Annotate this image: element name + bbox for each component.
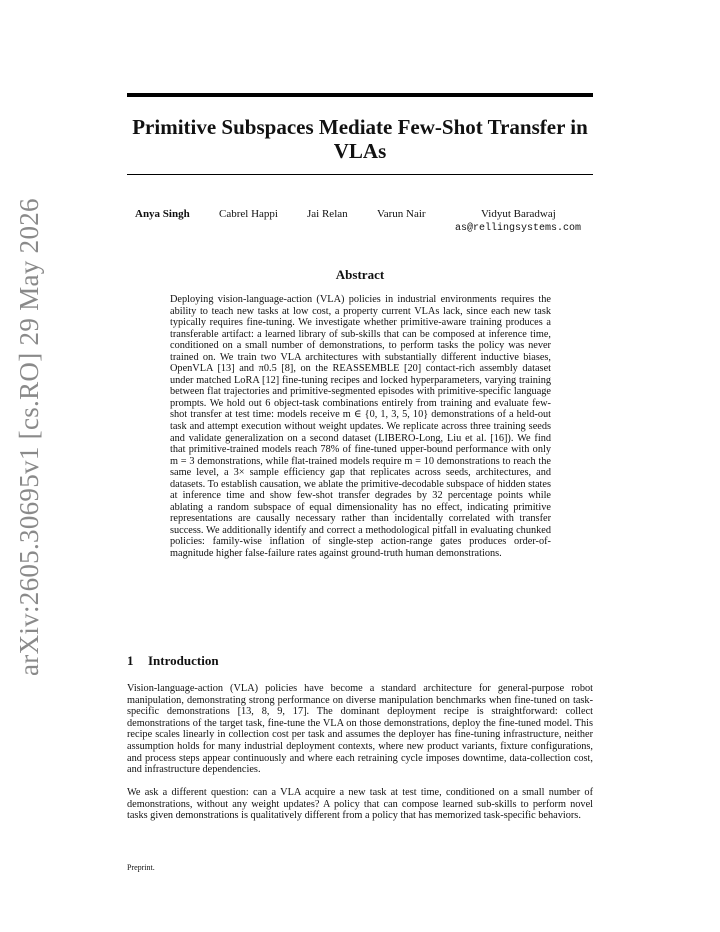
title-bottom-rule: [127, 174, 593, 175]
abstract-text: Deploying vision-language-action (VLA) policies in industrial environments requires the ability to teach new tasks at low cost, a property current VLAs lack, since each new task typically requires fine-tuning. We investigate whether primitive-aware training produces a transferable artifact: a learned library of sub-skills that can be composed at inference time, conditioned on a small number of demonstrations, to perform tasks the policy was never trained on. We train two VLA architectures with substantially different inductive biases, OpenVLA [13] and π0.5 [8], on the REASSEMBLE [20] contact-rich assembly dataset under matched LoRA [12] fine-tuning recipes and locked hyperparameters, varying training between flat trajectories and primitive-segmented episodes with primitive-specific language prompts. We hold out 6 object-task combinations entirely from training and evaluate few-shot transfer at test time: models receive m ∈ {0, 1, 3, 5, 10} demonstrations of a held-out task and attempt execution without weight updates. We replicate across three training seeds and validate generalization on a second dataset (LIBERO-Long, Liu et al. [16]). We find that primitive-trained models reach 78% of fine-tuned upper-bound performance with only m = 3 demonstrations, while flat-trained models require m = 10 demonstrations to reach the same level, a 3× sample efficiency gap that replicates across seeds, architectures, and datasets. To establish causation, we ablate the primitive-decodable subspace of hidden states at inference time and show few-shot transfer degrades by 32 percentage points while ablating a random subspace of equal dimensionality has no effect, indicating primitive representations are causally necessary rather than incidentally correlated with transfer success. We additionally identify and correct a methodological pitfall in evaluating chunked policies: family-wise inflation of single-step action-range gates produces order-of-magnitude higher false-failure rates against ground-truth human demonstrations.: [170, 294, 551, 560]
body-paragraph: Vision-language-action (VLA) policies have become a standard architecture for general-purpose robot manipulation, demonstrating strong performance on diverse manipulation benchmarks when fine-tuned on task-specific demonstrations [13, 8, 9, 17]. The dominant deployment recipe is straightforward: collect demonstrations of the target task, fine-tune the VLA on those demonstrations, deploy the fine-tuned model. This recipe scales linearly in collection cost per task and assumes the deployer has fine-tuning infrastructure, neither assumption holds for many industrial deployment contexts, where new product variants, fixture configurations, and process steps appear continuously and where each retraining cycle imposes downtime, data-collection cost, and infrastructure dependencies.: [127, 683, 593, 776]
author-email[interactable]: as@rellingsystems.com: [455, 223, 582, 234]
author-name: Varun Nair: [377, 208, 426, 220]
author-name: Jai Relan: [307, 208, 348, 220]
abstract-heading: Abstract: [335, 267, 385, 282]
arxiv-identifier-stamp: arXiv:2605.30695v1 [cs.RO] 29 May 2026: [14, 198, 44, 676]
author-name: Vidyut Baradwaj: [481, 208, 556, 220]
title-top-rule: [127, 93, 593, 97]
author-name: Cabrel Happi: [219, 208, 278, 220]
preprint-footer: Preprint.: [127, 863, 155, 872]
body-paragraph: We ask a different question: can a VLA acquire a new task at test time, conditioned on a small number of demonstrations, without any weight updates? A policy that can compose learned sub-skills to perform novel tasks given demonstrations is qualitatively different from a policy that has memorized task-specific behaviors.: [127, 787, 593, 822]
author-name: Anya Singh: [135, 208, 190, 220]
paper-title: Primitive Subspaces Mediate Few-Shot Transfer in VLAs: [132, 115, 588, 163]
section-heading: [127, 653, 219, 669]
section-title: Introduction: [148, 653, 219, 668]
section-number: 1: [127, 653, 134, 668]
